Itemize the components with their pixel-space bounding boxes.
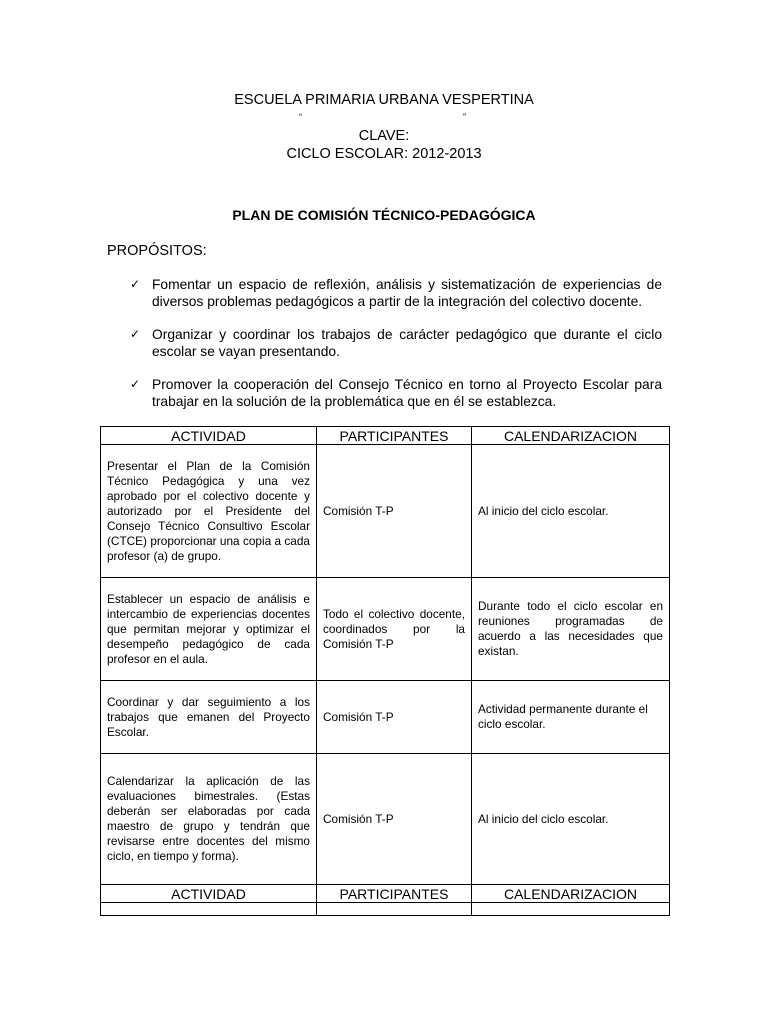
plan-title: PLAN DE COMISIÓN TÉCNICO-PEDAGÓGICA: [232, 207, 536, 223]
table-row: [101, 578, 670, 681]
propositos-label: PROPÓSITOS:: [107, 243, 207, 259]
cell-participantes: Todo el colectivo docente, coordinados por la Comisión T-P: [317, 578, 472, 681]
proposito-item: [130, 376, 662, 410]
empty-cell: [472, 903, 670, 916]
cell-calendarizacion: Al inicio del ciclo escolar.: [472, 754, 670, 885]
cell-calendarizacion: Al inicio del ciclo escolar.: [472, 445, 670, 578]
footer-header-calendarizacion: CALENDARIZACION: [472, 885, 670, 903]
proposito-text: Organizar y coordinar los trabajos de carácter pedagógico que durante el ciclo escolar se vayan presentando.: [152, 327, 662, 359]
cell-participantes: Comisión T-P: [317, 754, 472, 885]
proposito-text: Promover la cooperación del Consejo Técnico en torno al Proyecto Escolar para trabajar en la solución de la problemática que en él se establezca.: [152, 377, 662, 409]
cell-actividad: Coordinar y dar seguimiento a los trabajos que emanen del Proyecto Escolar.: [101, 681, 317, 754]
quote-open: “: [299, 112, 302, 122]
checkmark-icon: ✓: [130, 327, 141, 341]
empty-cell: [317, 903, 472, 916]
proposito-text: Fomentar un espacio de reflexión, análisis y sistematización de experiencias de diversos problemas pedagógicos a partir de la integración del colectivo docente.: [152, 277, 662, 309]
checkmark-icon: ✓: [130, 377, 141, 391]
table-footer-header-row: [101, 885, 670, 903]
proposito-item: [130, 276, 662, 310]
cell-calendarizacion: Durante todo el ciclo escolar en reuniones programadas de acuerdo a las necesidades que existan.: [472, 578, 670, 681]
proposito-item: [130, 326, 662, 360]
header-calendarizacion: CALENDARIZACION: [472, 427, 670, 445]
quote-close: ”: [463, 112, 466, 122]
header-participantes: PARTICIPANTES: [317, 427, 472, 445]
clave-line: CLAVE:: [358, 128, 410, 144]
checkmark-icon: ✓: [130, 277, 141, 291]
footer-header-participantes: PARTICIPANTES: [317, 885, 472, 903]
cell-actividad: Establecer un espacio de análisis e intercambio de experiencias docentes que permitan mejorar y optimizar el desempeño pedagógico de cada profesor en el aula.: [101, 578, 317, 681]
table-empty-row: [101, 903, 670, 916]
table-header-row: [101, 427, 670, 445]
cell-actividad: Presentar el Plan de la Comisión Técnico Pedagógica y una vez aprobado por el colectivo docente y autorizado por el Presidente del Consejo Técnico Consultivo Escolar (CTCE) proporcionar una copia a cada profesor (a) de grupo.: [101, 445, 317, 578]
table-row: [101, 681, 670, 754]
header-actividad: ACTIVIDAD: [101, 427, 317, 445]
plan-table: [100, 426, 670, 916]
school-name: ESCUELA PRIMARIA URBANA VESPERTINA: [234, 92, 534, 108]
propositos-list: [130, 276, 662, 426]
footer-header-actividad: ACTIVIDAD: [101, 885, 317, 903]
table-row: [101, 754, 670, 885]
empty-cell: [101, 903, 317, 916]
cell-participantes: Comisión T-P: [317, 445, 472, 578]
ciclo-escolar-line: CICLO ESCOLAR: 2012-2013: [286, 146, 482, 162]
table-row: [101, 445, 670, 578]
cell-calendarizacion: Actividad permanente durante el ciclo escolar.: [472, 681, 670, 754]
cell-actividad: Calendarizar la aplicación de las evaluaciones bimestrales. (Estas deberán ser elaboradas por cada maestro de grupo y tendrán que revisarse entre docentes del mismo ciclo, en tiempo y forma).: [101, 754, 317, 885]
cell-participantes: Comisión T-P: [317, 681, 472, 754]
